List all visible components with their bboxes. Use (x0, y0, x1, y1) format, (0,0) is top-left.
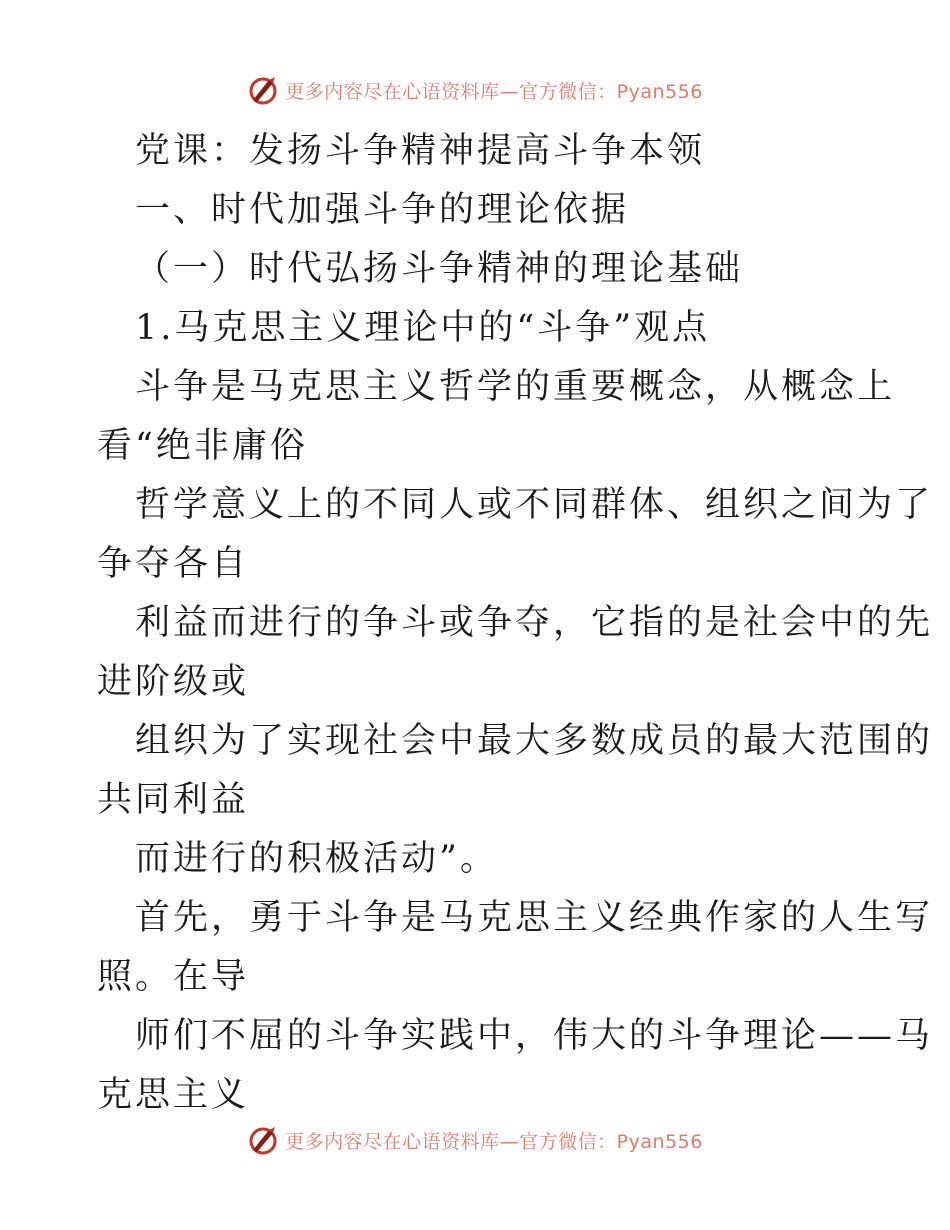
doc-title: 党课：发扬斗争精神提高斗争本领 (135, 131, 706, 171)
footer-watermark (0, 1120, 950, 1160)
paragraph-line: 利益而进行的争斗或争夺，它指的是社会中的先 (135, 603, 934, 643)
paragraph-line: 争夺各自 (97, 544, 250, 584)
header-watermark (0, 70, 950, 110)
quill-circle-logo-icon (247, 74, 279, 106)
paragraph-line: 进阶级或 (97, 662, 250, 702)
header-watermark-text: 更多内容尽在心语资料库—官方微信：Pyan556 (285, 80, 703, 103)
quill-circle-logo-icon (247, 1124, 279, 1156)
paragraph-line: 共同利益 (97, 780, 250, 820)
paragraph-line: 师们不屈的斗争实践中，伟大的斗争理论——马 (135, 1016, 934, 1056)
subsection-heading: （一）时代弘扬斗争精神的理论基础 (135, 249, 744, 289)
paragraph-line: 照。在导 (97, 957, 250, 997)
point-heading: 1.马克思主义理论中的“斗争”观点 (135, 308, 711, 348)
paragraph-line: 首先，勇于斗争是马克思主义经典作家的人生写 (135, 898, 934, 938)
document-body (97, 122, 934, 1125)
paragraph-line: 看“绝非庸俗 (97, 426, 308, 466)
footer-watermark-text: 更多内容尽在心语资料库—官方微信：Pyan556 (285, 1130, 703, 1153)
section-heading: 一、时代加强斗争的理论依据 (135, 190, 630, 230)
paragraph-line: 哲学意义上的不同人或不同群体、组织之间为了 (135, 485, 934, 525)
paragraph-line: 斗争是马克思主义哲学的重要概念，从概念上 (135, 367, 896, 407)
paragraph-line: 而进行的积极活动”。 (135, 839, 498, 879)
paragraph-line: 克思主义 (97, 1075, 250, 1115)
paragraph-line: 组织为了实现社会中最大多数成员的最大范围的 (135, 721, 934, 761)
